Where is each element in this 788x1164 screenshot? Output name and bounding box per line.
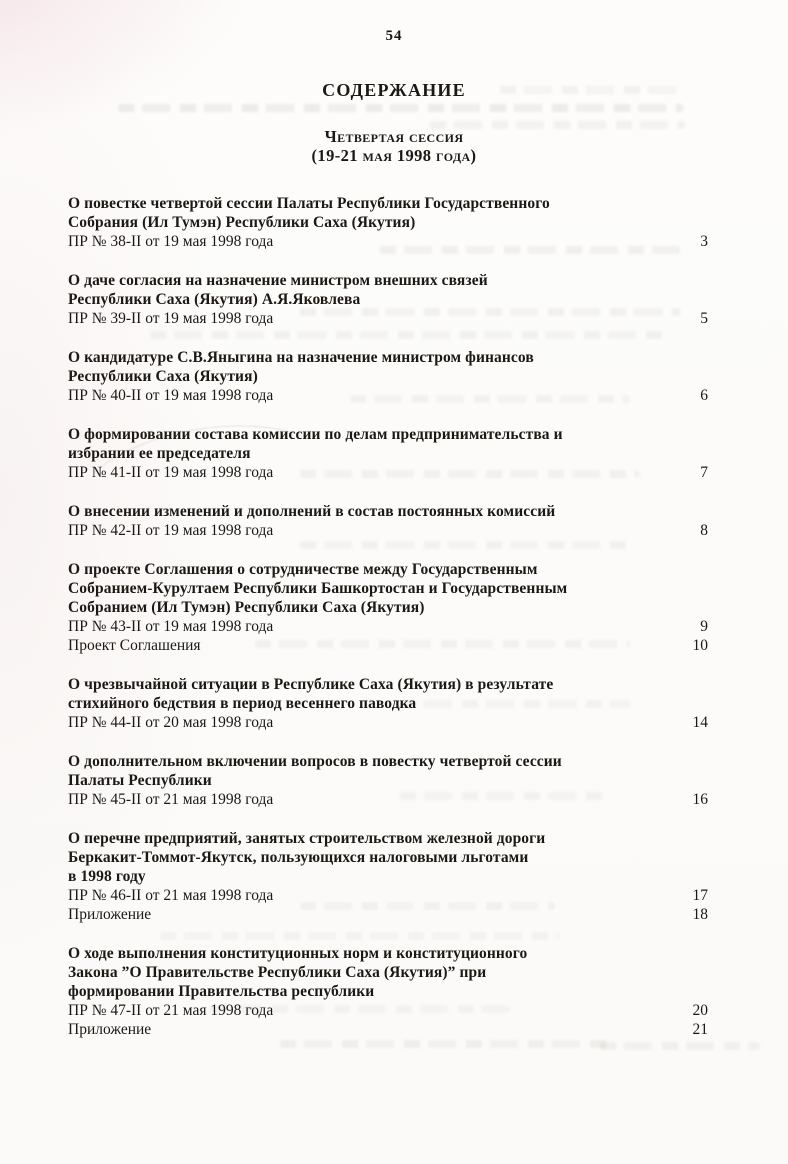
entry-title-line: О кандидатуре С.В.Яныгина на назначение министром финансов [68, 349, 534, 366]
toc-row [68, 386, 708, 405]
entry-title-line: О внесении изменений и дополнений в состав постоянных комиссий [68, 503, 556, 520]
entry-title [68, 502, 708, 521]
entry-title-line: Собрания (Ил Тумэн) Республики Саха (Якутия) [68, 214, 416, 231]
entry-title-line: О чрезвычайной ситуации в Республике Саха (Якутия) в результате [68, 676, 554, 693]
toc-row [68, 790, 708, 809]
toc-row-label: ПР № 46-II от 21 мая 1998 года [68, 887, 274, 904]
bleedthrough-artifact [118, 104, 683, 112]
document-title: СОДЕРЖАНИЕ [322, 80, 466, 100]
toc-entry [68, 944, 708, 1039]
toc-row [68, 232, 708, 251]
toc-entry [68, 675, 708, 732]
entry-title-line: Беркакит-Томмот-Якутск, пользующихся налоговыми льготами [68, 849, 529, 866]
entry-title [68, 944, 708, 1001]
entry-title [68, 425, 708, 463]
entry-title-line: О проекте Соглашения о сотрудничестве между Государственным [68, 561, 538, 578]
toc-row-page: 17 [692, 887, 708, 904]
toc-row [68, 886, 708, 905]
toc-row-label: ПР № 44-II от 20 мая 1998 года [68, 714, 274, 731]
entry-title [68, 675, 708, 713]
session-dates: (19-21 мая 1998 года) [311, 146, 477, 165]
toc-row [68, 521, 708, 540]
entry-title-line: Палаты Республики [68, 772, 212, 789]
toc-row [68, 713, 708, 732]
entry-title-line: О даче согласия на назначение министром внешних связей [68, 272, 488, 289]
entry-title [68, 194, 708, 232]
toc-entry [68, 425, 708, 482]
toc-row-label: ПР № 38-II от 19 мая 1998 года [68, 233, 274, 250]
toc-row-page: 3 [700, 233, 708, 250]
toc-row-page: 9 [700, 618, 708, 635]
entry-title-line: Закона ”О Правительстве Республики Саха (Якутия)” при [68, 964, 487, 981]
toc-row-page: 6 [700, 387, 708, 404]
toc-entry [68, 348, 708, 405]
toc-row [68, 905, 708, 924]
entry-title-line: О перечне предприятий, занятых строительством железной дороги [68, 830, 546, 847]
toc-row-page: 10 [692, 637, 708, 654]
entry-title-line: стихийного бедствия в период весеннего паводка [68, 695, 417, 712]
entry-title-line: Собранием (Ил Тумэн) Республики Саха (Якутия) [68, 599, 425, 616]
toc-row-label: ПР № 43-II от 19 мая 1998 года [68, 618, 274, 635]
entry-title [68, 829, 708, 886]
entry-title-line: О дополнительном включении вопросов в повестку четвертой сессии [68, 753, 562, 770]
entry-title-line: Собранием-Курултаем Республики Башкортостан и Государственным [68, 580, 568, 597]
entry-title-line: избрании ее председателя [68, 445, 251, 462]
toc-entry [68, 752, 708, 809]
toc-row-page: 21 [692, 1021, 708, 1038]
toc-row [68, 636, 708, 655]
page-number: 54 [385, 28, 403, 44]
entry-title-line: О ходе выполнения конституционных норм и конституционного [68, 945, 528, 962]
toc-row-page: 20 [692, 1002, 708, 1019]
toc-row-label: Приложение [68, 1021, 152, 1038]
toc-row-label: Приложение [68, 906, 152, 923]
toc-row [68, 309, 708, 328]
toc-row-page: 8 [700, 522, 708, 539]
entry-title-line: Республики Саха (Якутия) [68, 368, 258, 385]
toc-row-page: 16 [692, 791, 708, 808]
toc-row-page: 7 [700, 464, 708, 481]
toc-entry [68, 502, 708, 540]
toc-entry [68, 829, 708, 924]
toc-row-label: ПР № 39-II от 19 мая 1998 года [68, 310, 274, 327]
toc-entry [68, 560, 708, 655]
session-heading [0, 127, 788, 165]
entry-title-line: Республики Саха (Якутия) А.Я.Яковлева [68, 291, 361, 308]
entry-title [68, 752, 708, 790]
toc-row-label: ПР № 45-II от 21 мая 1998 года [68, 791, 274, 808]
toc-row-label: Проект Соглашения [68, 637, 201, 654]
toc-row-page: 14 [692, 714, 708, 731]
toc-row [68, 1020, 708, 1039]
toc-row [68, 617, 708, 636]
toc-row-label: ПР № 47-II от 21 мая 1998 года [68, 1002, 274, 1019]
entry-title [68, 348, 708, 386]
entry-title [68, 560, 708, 617]
entry-title-line: в 1998 году [68, 868, 146, 885]
toc-row-page: 5 [700, 310, 708, 327]
toc-row-label: ПР № 41-II от 19 мая 1998 года [68, 464, 274, 481]
session-title: Четвертая сессия [324, 127, 464, 146]
entry-title-line: О формировании состава комиссии по делам предпринимательства и [68, 426, 563, 443]
entry-title-line: формировании Правительства республики [68, 983, 375, 1000]
toc-row [68, 463, 708, 482]
toc-list [68, 194, 708, 1059]
entry-title [68, 271, 708, 309]
toc-entry [68, 194, 708, 251]
toc-row-label: ПР № 40-II от 19 мая 1998 года [68, 387, 274, 404]
toc-row-label: ПР № 42-II от 19 мая 1998 года [68, 522, 274, 539]
entry-title-line: О повестке четвертой сессии Палаты Республики Государственного [68, 195, 550, 212]
toc-row-page: 18 [692, 906, 708, 923]
toc-row [68, 1001, 708, 1020]
toc-entry [68, 271, 708, 328]
